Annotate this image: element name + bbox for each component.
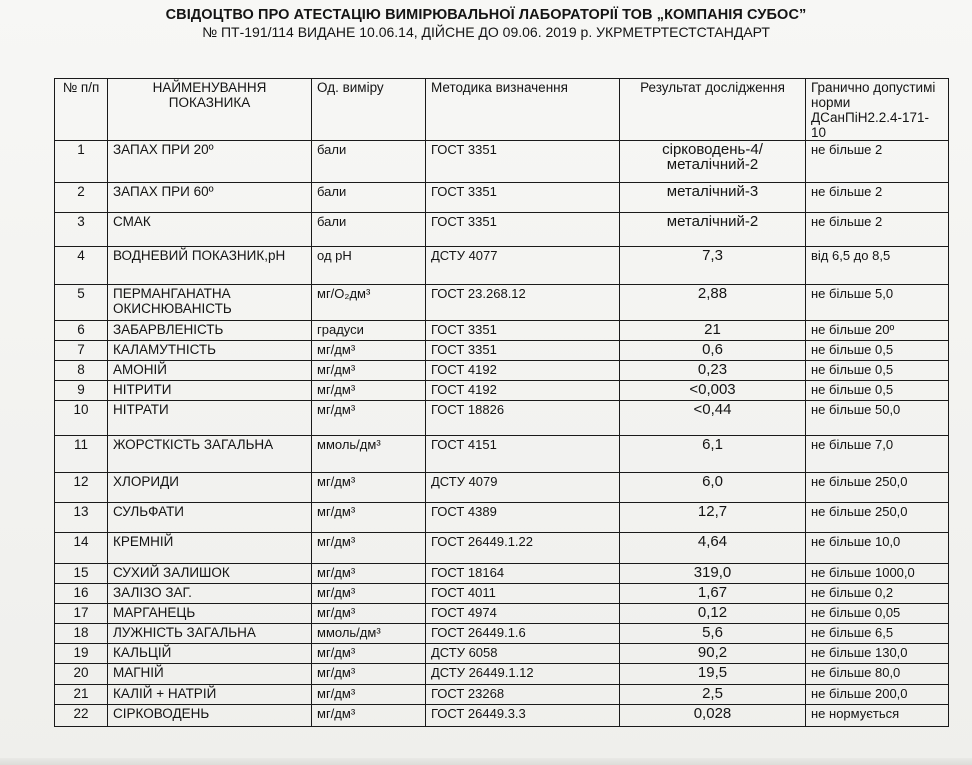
cell-method: ГОСТ 26449.1.22 [426, 533, 620, 564]
cell-name: СУЛЬФАТИ [108, 503, 312, 533]
cell-unit: мг/О₂дм³ [312, 285, 426, 321]
cell-unit: мг/дм³ [312, 401, 426, 436]
cell-method: ГОСТ 4192 [426, 381, 620, 401]
cell-num: 15 [55, 564, 108, 584]
cell-name: АМОНІЙ [108, 361, 312, 381]
cell-method: ГОСТ 3351 [426, 341, 620, 361]
cell-result: 21 [620, 321, 806, 341]
cell-unit: мг/дм³ [312, 381, 426, 401]
cell-method: ГОСТ 3351 [426, 141, 620, 183]
table-row [55, 183, 949, 213]
table-row [55, 624, 949, 644]
cell-name: ЗАЛІЗО ЗАГ. [108, 584, 312, 604]
cell-num: 14 [55, 533, 108, 564]
results-table [54, 78, 949, 727]
cell-unit: мг/дм³ [312, 584, 426, 604]
cell-name: КАЛЬЦІЙ [108, 644, 312, 664]
cell-result: 319,0 [620, 564, 806, 584]
cell-name: ВОДНЕВИЙ ПОКАЗНИК,pH [108, 247, 312, 285]
cell-num: 10 [55, 401, 108, 436]
cell-result: металічний-3 [620, 183, 806, 213]
cell-result: 12,7 [620, 503, 806, 533]
cell-norm: не більше 10,0 [806, 533, 949, 564]
cell-unit: ммоль/дм³ [312, 436, 426, 473]
cell-num: 11 [55, 436, 108, 473]
cell-method: ГОСТ 18826 [426, 401, 620, 436]
cell-norm: не більше 0,5 [806, 361, 949, 381]
table-row [55, 401, 949, 436]
cell-method: ГОСТ 3351 [426, 213, 620, 247]
table-row [55, 436, 949, 473]
cell-method: ГОСТ 26449.3.3 [426, 705, 620, 727]
column-header-name: НАЙМЕНУВАННЯ ПОКАЗНИКА [108, 79, 312, 141]
cell-method: ДСТУ 6058 [426, 644, 620, 664]
cell-unit: мг/дм³ [312, 361, 426, 381]
table-row [55, 141, 949, 183]
cell-result: 7,3 [620, 247, 806, 285]
cell-method: ДСТУ 26449.1.12 [426, 664, 620, 685]
table-row [55, 664, 949, 685]
cell-method: ГОСТ 4192 [426, 361, 620, 381]
cell-unit: бали [312, 141, 426, 183]
cell-num: 17 [55, 604, 108, 624]
table-row [55, 361, 949, 381]
cell-result: 19,5 [620, 664, 806, 685]
cell-num: 12 [55, 473, 108, 503]
cell-norm: не більше 0,5 [806, 341, 949, 361]
cell-method: ГОСТ 4011 [426, 584, 620, 604]
cell-num: 13 [55, 503, 108, 533]
cell-num: 19 [55, 644, 108, 664]
cell-num: 20 [55, 664, 108, 685]
cell-num: 4 [55, 247, 108, 285]
cell-norm: не більше 2 [806, 141, 949, 183]
cell-unit: мг/дм³ [312, 644, 426, 664]
cell-method: ГОСТ 18164 [426, 564, 620, 584]
cell-name: СМАК [108, 213, 312, 247]
cell-norm: не більше 0,2 [806, 584, 949, 604]
cell-num: 2 [55, 183, 108, 213]
cell-name: КРЕМНІЙ [108, 533, 312, 564]
cell-norm: не більше 80,0 [806, 664, 949, 685]
cell-result: 2,88 [620, 285, 806, 321]
cell-method: ДСТУ 4079 [426, 473, 620, 503]
table-row [55, 644, 949, 664]
cell-norm: не більше 0,05 [806, 604, 949, 624]
table-row [55, 584, 949, 604]
cell-unit: од рН [312, 247, 426, 285]
cell-norm: не більше 20º [806, 321, 949, 341]
cell-norm: не більше 5,0 [806, 285, 949, 321]
cell-name: ПЕРМАНГАНАТНА ОКИСНЮВАНІСТЬ [108, 285, 312, 321]
cell-num: 9 [55, 381, 108, 401]
cell-norm: не більше 200,0 [806, 685, 949, 705]
cell-method: ГОСТ 3351 [426, 183, 620, 213]
column-header-num: № п/п [55, 79, 108, 141]
cell-name: НІТРАТИ [108, 401, 312, 436]
cell-norm: не більше 130,0 [806, 644, 949, 664]
cell-norm: не більше 50,0 [806, 401, 949, 436]
cell-norm: від 6,5 до 8,5 [806, 247, 949, 285]
cell-unit: мг/дм³ [312, 664, 426, 685]
table-row [55, 685, 949, 705]
column-header-result: Результат дослідження [620, 79, 806, 141]
table-row [55, 285, 949, 321]
cell-name: ЗАБАРВЛЕНІСТЬ [108, 321, 312, 341]
cell-norm: не більше 1000,0 [806, 564, 949, 584]
cell-unit: мг/дм³ [312, 503, 426, 533]
cell-unit: ммоль/дм³ [312, 624, 426, 644]
page-bottom-edge [0, 758, 972, 765]
cell-num: 8 [55, 361, 108, 381]
cell-unit: мг/дм³ [312, 705, 426, 727]
cell-method: ГОСТ 23268 [426, 685, 620, 705]
cell-unit: мг/дм³ [312, 473, 426, 503]
cell-num: 5 [55, 285, 108, 321]
cell-method: ГОСТ 4151 [426, 436, 620, 473]
cell-method: ГОСТ 26449.1.6 [426, 624, 620, 644]
cell-result: 1,67 [620, 584, 806, 604]
cell-result: 0,028 [620, 705, 806, 727]
cell-name: СУХИЙ ЗАЛИШОК [108, 564, 312, 584]
cell-name: ЛУЖНІСТЬ ЗАГАЛЬНА [108, 624, 312, 644]
document-header [0, 7, 972, 40]
cell-norm: не більше 2 [806, 213, 949, 247]
cell-norm: не більше 0,5 [806, 381, 949, 401]
cell-name: МАГНІЙ [108, 664, 312, 685]
cell-name: ХЛОРИДИ [108, 473, 312, 503]
cell-unit: бали [312, 213, 426, 247]
cell-name: НІТРИТИ [108, 381, 312, 401]
cell-name: ЖОРСТКІСТЬ ЗАГАЛЬНА [108, 436, 312, 473]
cell-norm: не більше 7,0 [806, 436, 949, 473]
cell-result: 0,6 [620, 341, 806, 361]
table-row [55, 321, 949, 341]
document-subtitle: № ПТ-191/114 ВИДАНЕ 10.06.14, ДІЙСНЕ ДО 09.06. 2019 р. УКРМЕТРТЕСТСТАНДАРТ [202, 24, 770, 40]
cell-num: 1 [55, 141, 108, 183]
cell-num: 18 [55, 624, 108, 644]
cell-result: 0,23 [620, 361, 806, 381]
table-header-row [55, 79, 949, 141]
cell-unit: бали [312, 183, 426, 213]
cell-num: 6 [55, 321, 108, 341]
cell-num: 22 [55, 705, 108, 727]
cell-result: сірководень-4/ металічний-2 [620, 141, 806, 183]
cell-unit: мг/дм³ [312, 533, 426, 564]
cell-name: КАЛІЙ + НАТРІЙ [108, 685, 312, 705]
cell-norm: не більше 250,0 [806, 473, 949, 503]
table-row [55, 247, 949, 285]
table-row [55, 341, 949, 361]
cell-method: ГОСТ 3351 [426, 321, 620, 341]
table-row [55, 503, 949, 533]
cell-name: ЗАПАХ ПРИ 20º [108, 141, 312, 183]
cell-name: ЗАПАХ ПРИ 60º [108, 183, 312, 213]
cell-result: 2,5 [620, 685, 806, 705]
cell-norm: не більше 6,5 [806, 624, 949, 644]
cell-result: <0,003 [620, 381, 806, 401]
cell-name: СІРКОВОДЕНЬ [108, 705, 312, 727]
cell-method: ГОСТ 23.268.12 [426, 285, 620, 321]
cell-norm: не нормується [806, 705, 949, 727]
column-header-method: Методика визначення [426, 79, 620, 141]
cell-result: 0,12 [620, 604, 806, 624]
cell-norm: не більше 2 [806, 183, 949, 213]
cell-unit: мг/дм³ [312, 564, 426, 584]
cell-norm: не більше 250,0 [806, 503, 949, 533]
cell-result: 6,1 [620, 436, 806, 473]
table-body [55, 141, 949, 727]
cell-num: 21 [55, 685, 108, 705]
cell-result: 90,2 [620, 644, 806, 664]
table-row [55, 564, 949, 584]
cell-result: 4,64 [620, 533, 806, 564]
cell-result: 6,0 [620, 473, 806, 503]
table-row [55, 705, 949, 727]
cell-num: 3 [55, 213, 108, 247]
table-row [55, 473, 949, 503]
document-title: СВІДОЦТВО ПРО АТЕСТАЦІЮ ВИМІРЮВАЛЬНОЇ ЛАБОРАТОРІЇ ТОВ „КОМПАНІЯ СУБОС” [165, 7, 807, 23]
cell-method: ДСТУ 4077 [426, 247, 620, 285]
cell-result: 5,6 [620, 624, 806, 644]
cell-num: 16 [55, 584, 108, 604]
cell-unit: мг/дм³ [312, 685, 426, 705]
table-row [55, 533, 949, 564]
cell-result: <0,44 [620, 401, 806, 436]
cell-unit: мг/дм³ [312, 341, 426, 361]
column-header-norm: Гранично допустимі норми ДСанПіН2.2.4-171-10 [806, 79, 949, 141]
cell-method: ГОСТ 4974 [426, 604, 620, 624]
cell-method: ГОСТ 4389 [426, 503, 620, 533]
cell-unit: мг/дм³ [312, 604, 426, 624]
cell-result: металічний-2 [620, 213, 806, 247]
cell-num: 7 [55, 341, 108, 361]
table-row [55, 213, 949, 247]
table-row [55, 604, 949, 624]
cell-name: МАРГАНЕЦЬ [108, 604, 312, 624]
cell-unit: градуси [312, 321, 426, 341]
column-header-unit: Од. виміру [312, 79, 426, 141]
cell-name: КАЛАМУТНІСТЬ [108, 341, 312, 361]
table-row [55, 381, 949, 401]
